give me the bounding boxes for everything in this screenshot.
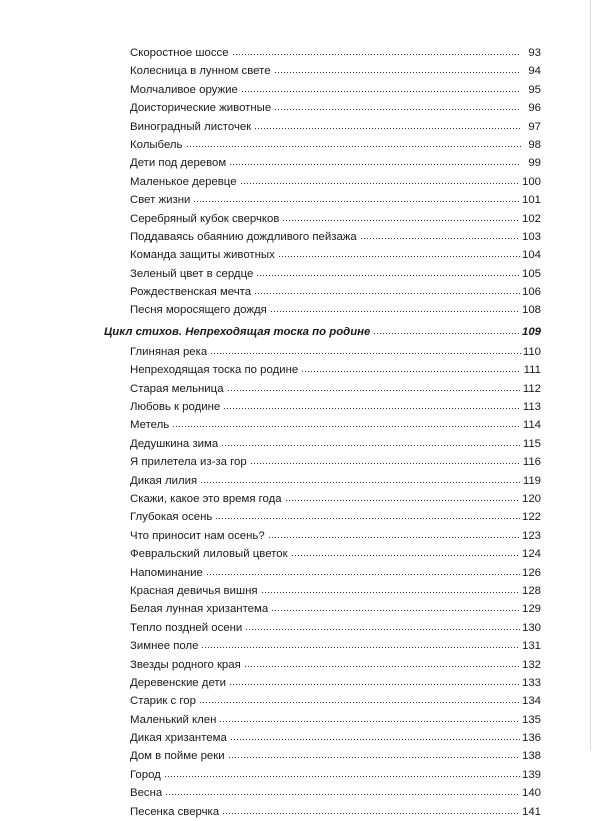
toc-entry-title: Дикая хризантема xyxy=(130,732,227,745)
toc-leader-dots xyxy=(274,70,521,74)
toc-entry-title: Маленький клен xyxy=(130,713,217,726)
toc-entry xyxy=(104,435,541,453)
toc-entry-page: 103 xyxy=(521,230,541,243)
toc-entry xyxy=(104,803,541,821)
toc-entry-title: Что приносит нам осень? xyxy=(130,529,265,542)
toc-entry-title: Дети под деревом xyxy=(130,157,227,170)
toc-entry-page: 124 xyxy=(521,548,541,561)
toc-leader-dots xyxy=(256,273,520,277)
toc-entry-page: 119 xyxy=(522,474,541,487)
toc-entry-page: 133 xyxy=(521,676,541,689)
toc-entry xyxy=(104,656,541,674)
toc-entry-page: 110 xyxy=(522,345,541,358)
toc-leader-dots xyxy=(270,309,520,313)
toc-entry-page: 138 xyxy=(521,750,541,763)
toc-leader-dots xyxy=(245,627,520,631)
toc-leader-dots xyxy=(165,792,520,796)
toc-entry-title: Песня моросящего дождя xyxy=(130,304,267,317)
toc-leader-dots xyxy=(172,424,521,428)
toc-entry xyxy=(104,527,541,545)
toc-entry-title: Серебряный кубок сверчков xyxy=(130,212,280,225)
toc-entry-title: Виноградный листочек xyxy=(130,120,252,133)
table-of-contents xyxy=(104,44,541,821)
toc-entry-page: 140 xyxy=(521,787,541,800)
toc-entry-page: 126 xyxy=(521,566,541,579)
toc-entry xyxy=(104,191,541,209)
toc-leader-dots xyxy=(222,811,520,815)
toc-entry-page: 139 xyxy=(521,768,541,781)
toc-section-page: 109 xyxy=(521,325,541,338)
toc-entry-title: Белая лунная хризантема xyxy=(130,603,269,616)
toc-entry-title: Молчаливое оружие xyxy=(130,83,238,96)
toc-leader-dots xyxy=(254,291,520,295)
toc-entry xyxy=(104,416,541,434)
toc-leader-dots xyxy=(278,254,520,258)
toc-entry xyxy=(104,784,541,802)
toc-entry-page: 123 xyxy=(521,529,541,542)
toc-entry-title: Непреходящая тоска по родине xyxy=(130,364,299,377)
toc-entry-title: Деревенские дети xyxy=(130,676,226,689)
toc-entry-title: Я прилетела из-за гор xyxy=(130,456,247,469)
toc-entry-page: 106 xyxy=(521,286,541,299)
toc-entry xyxy=(104,265,541,283)
toc-entry-page: 93 xyxy=(528,47,541,59)
toc-entry xyxy=(104,766,541,784)
toc-entry-page: 102 xyxy=(521,212,541,225)
toc-entry-page: 141 xyxy=(521,805,541,818)
toc-entry xyxy=(104,582,541,600)
toc-entry xyxy=(104,545,541,563)
toc-entry-title: Любовь к родине xyxy=(130,401,221,414)
toc-entry-page: 108 xyxy=(521,304,541,317)
toc-entry-page: 132 xyxy=(521,658,541,671)
toc-entry xyxy=(104,136,541,154)
toc-entry-page: 114 xyxy=(522,419,541,432)
toc-leader-dots xyxy=(228,755,520,759)
toc-leader-dots xyxy=(250,461,521,465)
toc-entry-page: 116 xyxy=(522,456,541,469)
toc-entry xyxy=(104,692,541,710)
toc-leader-dots xyxy=(229,682,520,686)
toc-entry-title: Свет жизни xyxy=(130,194,191,207)
toc-entry xyxy=(104,343,541,361)
toc-leader-dots xyxy=(244,664,520,668)
toc-entry-title: Весна xyxy=(130,787,163,800)
toc-entry-title: Доисторические животные xyxy=(130,102,272,115)
toc-entry-page: 101 xyxy=(521,194,541,207)
toc-leader-dots xyxy=(221,443,521,447)
toc-entry-page: 105 xyxy=(521,267,541,280)
toc-entry-page: 131 xyxy=(521,640,541,653)
toc-entry-title: Глубокая осень xyxy=(130,511,213,524)
toc-entry-title: Красная девичья вишня xyxy=(130,584,258,597)
toc-entry xyxy=(104,283,541,301)
toc-entry xyxy=(104,729,541,747)
toc-entry-title: Звезды родного края xyxy=(130,658,241,671)
toc-entry-title: Глиняная река xyxy=(130,345,208,358)
toc-leader-dots xyxy=(206,572,520,576)
toc-entry xyxy=(104,398,541,416)
toc-leader-dots xyxy=(229,162,521,166)
toc-entry xyxy=(104,210,541,228)
toc-entry-page: 97 xyxy=(528,120,541,133)
toc-entry xyxy=(104,747,541,765)
toc-entry-title: Колыбель xyxy=(130,138,183,151)
toc-entry xyxy=(104,564,541,582)
toc-entry xyxy=(104,361,541,379)
toc-entry-page: 135 xyxy=(521,713,541,726)
toc-leader-dots xyxy=(210,351,521,355)
toc-entry xyxy=(104,228,541,246)
toc-entry-page: 96 xyxy=(528,102,541,115)
toc-entry xyxy=(104,154,541,172)
toc-leader-dots xyxy=(271,608,520,612)
toc-entry xyxy=(104,118,541,136)
toc-leader-dots xyxy=(254,126,521,130)
toc-entry xyxy=(104,246,541,264)
toc-entry-page: 111 xyxy=(523,364,541,377)
toc-leader-dots xyxy=(274,107,521,111)
toc-entry-page: 104 xyxy=(521,249,541,262)
toc-entry-title: Напоминание xyxy=(130,566,203,579)
toc-entry-title: Зимнее поле xyxy=(130,640,199,653)
toc-leader-dots xyxy=(291,553,520,557)
toc-leader-dots xyxy=(215,516,520,520)
toc-entry-page: 134 xyxy=(521,695,541,708)
toc-entry-title: Маленькое деревце xyxy=(130,175,237,188)
toc-entry xyxy=(104,637,541,655)
toc-leader-dots xyxy=(230,737,520,741)
toc-leader-dots xyxy=(186,144,522,148)
toc-entry-title: Скоростное шоссе xyxy=(130,47,229,59)
toc-entry-title: Старая мельница xyxy=(130,382,224,395)
toc-leader-dots xyxy=(193,199,520,203)
toc-entry-page: 94 xyxy=(528,65,541,78)
toc-entry-title: Дикая лилия xyxy=(130,474,198,487)
toc-entry-title: Метель xyxy=(130,419,170,432)
toc-entry-page: 98 xyxy=(528,138,541,151)
toc-entry-title: Февральский лиловый цветок xyxy=(130,548,288,561)
toc-entry-page: 122 xyxy=(521,511,541,524)
toc-entry-page: 136 xyxy=(521,732,541,745)
toc-leader-dots xyxy=(164,774,520,778)
toc-entry-page: 100 xyxy=(521,175,541,188)
toc-leader-dots xyxy=(261,590,520,594)
toc-entry xyxy=(104,81,541,99)
toc-entry-title: Дедушкина зима xyxy=(130,437,219,450)
toc-entry-title: Колесница в лунном свете xyxy=(130,65,271,78)
toc-entry-title: Зеленый цвет в сердце xyxy=(130,267,254,280)
toc-entry xyxy=(104,301,541,319)
toc-entry-title: Команда защиты животных xyxy=(130,249,275,262)
toc-entry xyxy=(104,173,541,191)
toc-entry-title: Песенка сверчка xyxy=(130,805,220,818)
toc-leader-dots xyxy=(360,236,520,240)
toc-entry xyxy=(104,453,541,471)
toc-leader-dots xyxy=(201,645,520,649)
toc-entry-page: 113 xyxy=(522,401,541,414)
toc-leader-dots xyxy=(285,498,520,502)
toc-entry xyxy=(104,490,541,508)
toc-leader-dots xyxy=(301,369,521,373)
toc-leader-dots xyxy=(240,181,520,185)
toc-entry xyxy=(104,600,541,618)
toc-entry-title: Рождественская мечта xyxy=(130,286,252,299)
toc-section-title: Цикл стихов. Непреходящая тоска по родине xyxy=(104,325,371,338)
toc-entry-page: 129 xyxy=(521,603,541,616)
toc-entry-page: 120 xyxy=(521,492,541,505)
toc-list-bottom xyxy=(104,343,541,821)
toc-entry xyxy=(104,44,541,62)
toc-leader-dots xyxy=(282,218,520,222)
toc-section-heading xyxy=(104,322,541,342)
toc-entry xyxy=(104,380,541,398)
toc-leader-dots xyxy=(268,535,520,539)
toc-entry xyxy=(104,99,541,117)
toc-entry-page: 130 xyxy=(521,621,541,634)
toc-leader-dots xyxy=(200,480,521,484)
toc-entry-page: 95 xyxy=(528,83,541,96)
toc-entry xyxy=(104,472,541,490)
toc-entry xyxy=(104,674,541,692)
toc-entry xyxy=(104,711,541,729)
toc-list-top xyxy=(104,44,541,320)
page-edge-line xyxy=(590,0,591,750)
toc-leader-dots xyxy=(241,89,521,93)
toc-leader-dots xyxy=(199,700,520,704)
toc-entry xyxy=(104,62,541,80)
toc-leader-dots xyxy=(219,719,520,723)
toc-entry-title: Старик с гор xyxy=(130,695,196,708)
toc-entry-page: 99 xyxy=(528,157,541,170)
toc-entry-title: Скажи, какое это время года xyxy=(130,492,282,505)
toc-leader-dots xyxy=(223,406,521,410)
toc-leader-dots xyxy=(227,388,521,392)
toc-entry xyxy=(104,619,541,637)
toc-entry-title: Поддаваясь обаянию дождливого пейзажа xyxy=(130,230,357,243)
toc-entry-page: 115 xyxy=(522,437,541,450)
toc-leader-dots xyxy=(373,331,520,335)
toc-entry-page: 128 xyxy=(521,584,541,597)
toc-leader-dots xyxy=(232,52,521,56)
toc-entry-page: 112 xyxy=(522,382,541,395)
toc-entry-title: Тепло поздней осени xyxy=(130,621,243,634)
toc-entry xyxy=(104,508,541,526)
toc-entry-title: Дом в пойме реки xyxy=(130,750,225,763)
toc-entry-title: Город xyxy=(130,768,161,781)
